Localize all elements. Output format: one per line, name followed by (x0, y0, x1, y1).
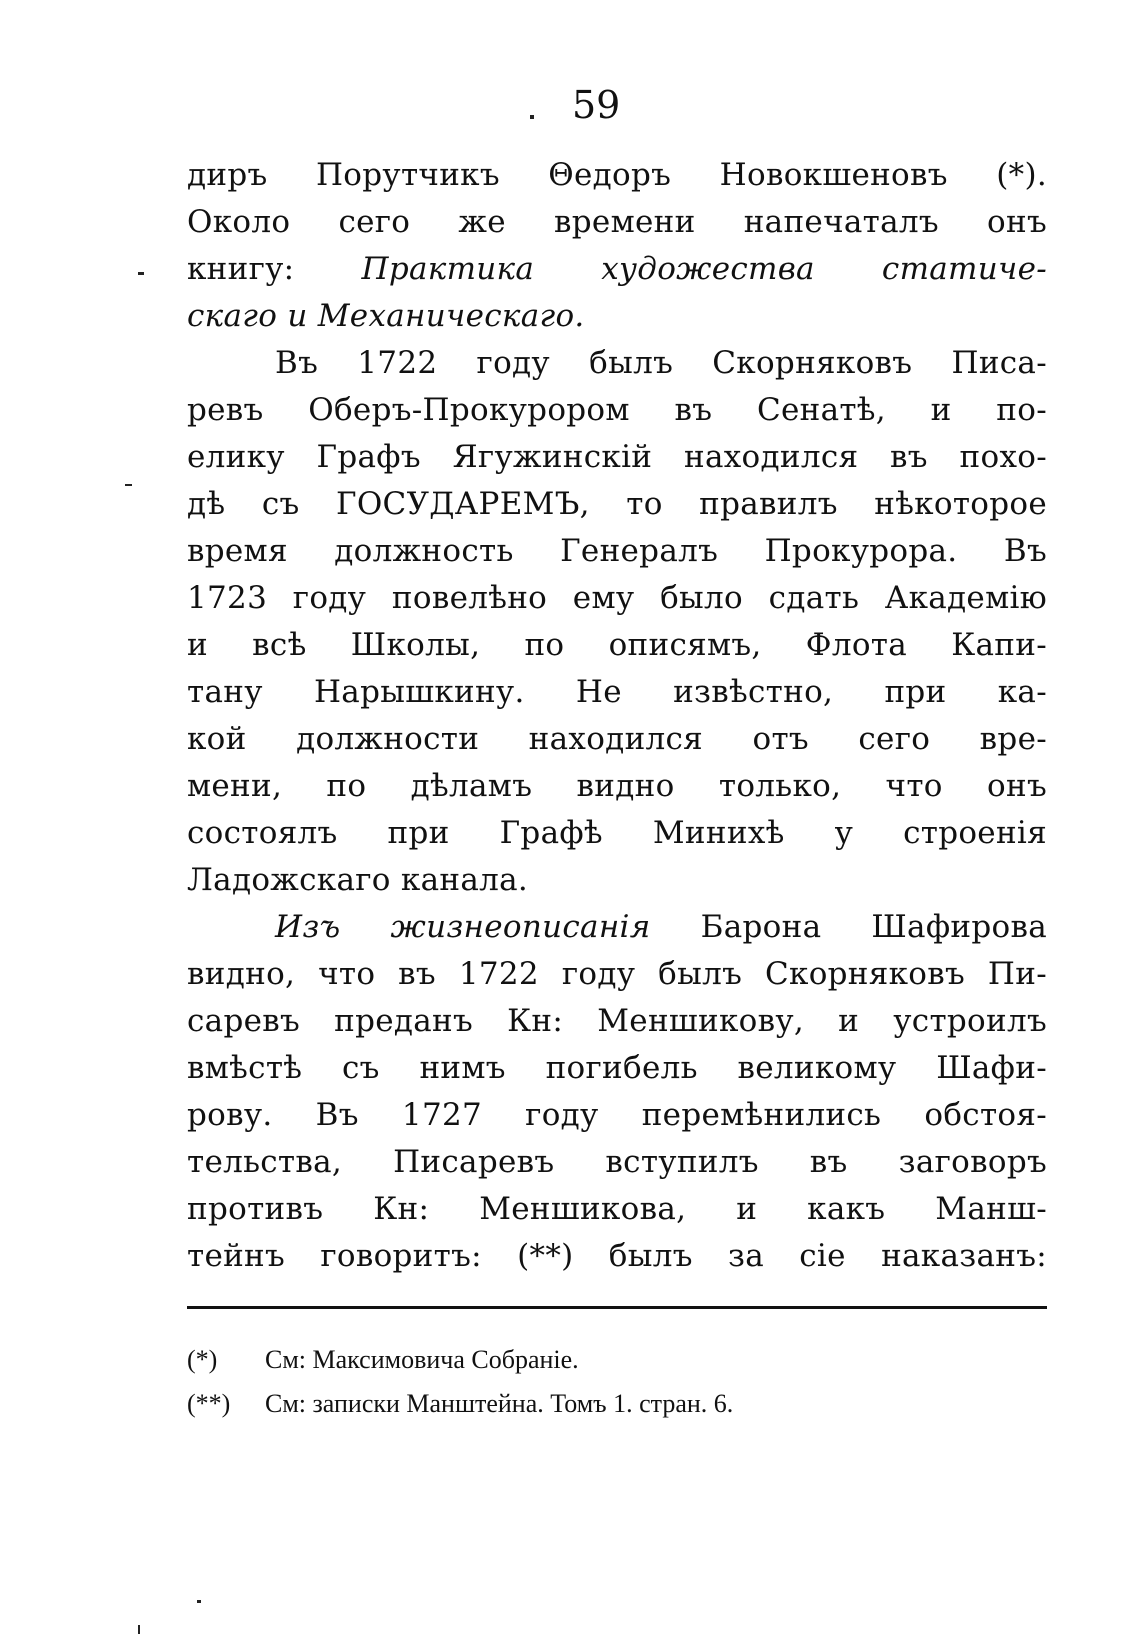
text-line: Около сего же времени напечаталъ онъ (187, 204, 1047, 240)
text-line-start: книгу: (187, 251, 362, 287)
footnote-divider (187, 1306, 1047, 1309)
footnote-text: См: записки Манштейна. Томъ 1. стран. 6. (265, 1389, 734, 1418)
footnote (187, 1382, 1047, 1426)
scan-speck (138, 1625, 140, 1634)
scan-speck (197, 1600, 201, 1603)
text-line (187, 246, 1047, 293)
text-line: Ладожскаго канала. (187, 862, 529, 898)
text-line: диръ Порутчикъ Θедоръ Новокшеновъ (*). (187, 157, 1047, 193)
scan-speck (530, 115, 534, 119)
text-line (187, 904, 1047, 951)
text-line: 1723 году повелѣно ему было сдать Академію (187, 580, 1047, 616)
book-title-end: скаго и Механическаго. (187, 298, 585, 334)
text-line: тельства, Писаревъ вступилъ въ заговоръ (187, 1144, 1047, 1180)
scan-speck (125, 484, 132, 486)
text-line: тану Нарышкину. Не извѣстно, при ка- (187, 674, 1047, 710)
text-line: Въ 1722 году былъ Скорняковъ Писа- (275, 345, 1047, 381)
text-line: время должность Генералъ Прокурора. Въ (187, 533, 1047, 569)
text-line: вмѣстѣ съ нимъ погибель великому Шафи- (187, 1050, 1047, 1086)
page-number: 59 (572, 83, 621, 127)
source-title: Изъ жизнеописанія (275, 909, 651, 945)
text-line: мени, по дѣламъ видно только, что онъ (187, 768, 1047, 804)
text-line: состоялъ при Графѣ Минихѣ у строенія (187, 815, 1047, 851)
text-line: рову. Въ 1727 году перемѣнились обстоя- (187, 1097, 1047, 1133)
text-line: тейнъ говоритъ: (**) былъ за сіе наказанъ: (187, 1238, 1047, 1274)
text-line: видно, что въ 1722 году былъ Скорняковъ Пи- (187, 956, 1047, 992)
text-line: елику Графъ Ягужинскій находился въ похо- (187, 439, 1047, 475)
main-text (187, 152, 1047, 1280)
text-line: саревъ преданъ Кн: Меншикову, и устроилъ (187, 1003, 1047, 1039)
footnote-marker: (**) (187, 1389, 231, 1418)
text-line: кой должности находился отъ сего вре- (187, 721, 1047, 757)
book-title-part: Практика художества статиче- (361, 251, 1048, 287)
text-line: ревъ Оберъ-Прокурором въ Сенатѣ, и по- (187, 392, 1047, 428)
footnote-text: См: Максимовича Собраніе. (265, 1345, 579, 1374)
footnote (187, 1338, 1047, 1382)
footnotes (187, 1338, 1047, 1426)
text-line: и всѣ Школы, по описямъ, Флота Капи- (187, 627, 1047, 663)
text-line-rest: Барона Шафирова (650, 909, 1047, 945)
footnote-marker: (*) (187, 1345, 218, 1374)
text-line: дѣ съ ГОСУДАРЕМЪ, то правилъ нѣкоторое (187, 486, 1047, 522)
text-line: противъ Кн: Меншикова, и какъ Манш- (187, 1191, 1047, 1227)
scan-speck (138, 272, 144, 275)
